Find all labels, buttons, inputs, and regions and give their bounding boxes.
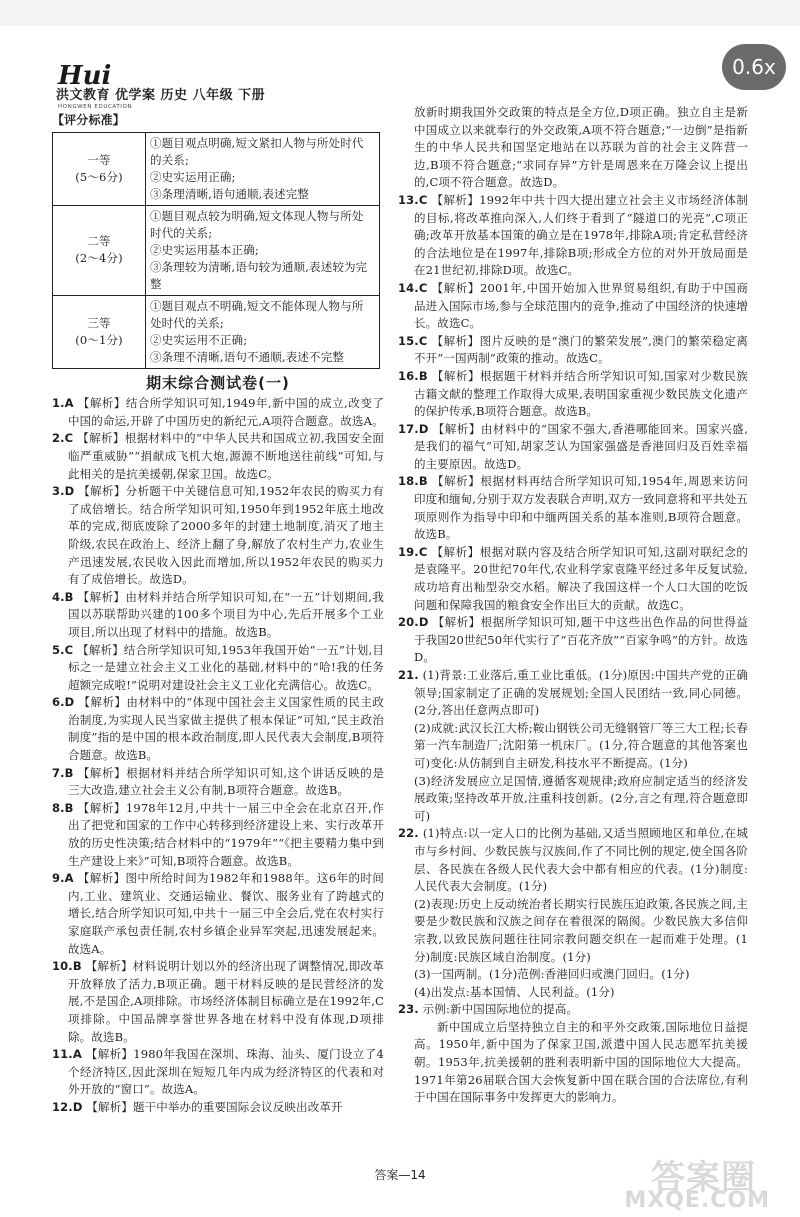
rubric-row xyxy=(53,295,380,368)
answer-text: (1)背景:工业落后,重工业比重低。(1分)原因:中国共产党的正确领导;国家制定了正确的发展规划;全国人民团结一致,同心同德。(2分,答出任意两点即可) xyxy=(414,668,748,718)
answer-explanation: 放新时期我国外交政策的特点是全方位,D项正确。独立自主是新中国成立以来就奉行的外交政策,A项不符合题意;“一边倒”是指新生的中华人民共和国坚定地站在以苏联为首的社会主义阵营一边,B项不符合题意;“求同存异”方针是周恩来在万隆会议上提出的,C项不符合题意。故选D。 xyxy=(414,105,748,190)
section-title: 期末综合测试卷(一) xyxy=(146,373,290,392)
question-number: 8. xyxy=(52,800,65,815)
answer-item xyxy=(398,192,748,280)
answer-subpart: (2)表现:历史上反动统治者长期实行民族压迫政策,各民族之间,主要是少数民族和汉族之间存在着很深的隔阂。少数民族大多信仰宗教,以致民族问题往往同宗教问题交织在一起而难于处理。(1分)制度:民族区域自治制度。(1分) xyxy=(414,896,748,964)
answer-subpart: (3)经济发展应立足国情,遵循客观规律;政府应制定适当的经济发展政策;坚持改革开放,注重科技创新。(2分,言之有理,符合题意即可) xyxy=(414,773,748,823)
rubric-table xyxy=(52,132,380,369)
answer-item xyxy=(398,614,748,667)
answer-list-right xyxy=(398,104,748,667)
answer-item xyxy=(398,280,748,333)
answer-item xyxy=(52,870,384,958)
answer-explanation: 【解析】根据题干材料并结合所学知识可知,国家对少数民族古籍文献的整理工作取得大成果,表明国家重视少数民族文化遗产的保护传承,B项符合题意。故选B。 xyxy=(414,368,748,419)
answer-explanation: 【解析】2001年,中国开始加入世界贸易组织,有助于中国商品进入国际市场,参与全球范围内的竞争,推动了中国经济的快速增长。故选C。 xyxy=(414,280,748,331)
question-number: 21. xyxy=(398,668,419,682)
answer-subpart: (4)出发点:基本国情、人民利益。(1分) xyxy=(414,984,615,999)
answer-letter: D xyxy=(64,484,75,499)
answer-letter: C xyxy=(64,642,74,657)
question-number: 15. xyxy=(398,333,419,348)
question-number: 19. xyxy=(398,544,419,559)
answer-explanation: 【解析】根据对联内容及结合所学知识可知,这副对联纪念的是袁隆平。20世纪70年代,农业科学家袁隆平经过多年反复试验,成功培育出籼型杂交水稻。解决了我国这样一个人口大国的吃饭问题和保障我国的粮食安全作出巨大的贡献。故选C。 xyxy=(414,544,749,612)
question-number: 7. xyxy=(52,765,65,780)
question-number: 17. xyxy=(398,421,419,436)
answer-item xyxy=(398,333,748,368)
question-number: 14. xyxy=(398,280,419,295)
answer-explanation: 【解析】由材料中的“体现中国社会主义国家性质的民主政治制度,为实现人民当家做主提供了根本保证”可知,“民主政治制度”指的是中国的根本政治制度,即人民代表大会制度,B项符合题意。故选B。 xyxy=(68,695,384,763)
question-number: 9. xyxy=(52,871,65,886)
answer-letter: A xyxy=(72,1047,82,1062)
answer-explanation: 【解析】分析题干中关键信息可知,1952年农民的购买力有了成倍增长。结合所学知识可知,1950年到1952年底土地改革的完成,彻底废除了2000多年的封建土地制度,消灭了地主阶级,农民在政治上、经济上翻了身,解放了农村生产力,农业生产迅速发展,农民收入因此而增加,所以1952年农民的购买力有了成倍增长。故选D。 xyxy=(68,484,384,587)
rubric-criteria xyxy=(146,295,380,368)
answer-letter: B xyxy=(418,368,428,383)
answer-letter: C xyxy=(418,544,428,559)
answer-explanation: 【解析】结合所学知识可知,1953年我国开始“一五”计划,目标之一是建立社会主义工业化的基础,材料中的“哈!我的任务超额完成啦!”说明对建设社会主义工业化充满信心。故选C。 xyxy=(68,642,384,692)
question-number: 1. xyxy=(52,396,65,411)
question-number: 3. xyxy=(52,484,65,499)
answer-letter: B xyxy=(72,959,82,974)
answer-item xyxy=(52,1046,384,1099)
answer-item xyxy=(52,430,384,483)
answer-subpart: (3)一国两制。(1分)范例:香港回归或澳门回归。(1分) xyxy=(414,967,690,982)
question-number: 11. xyxy=(52,1047,73,1062)
viewer-top-bar xyxy=(0,0,800,26)
answer-item xyxy=(52,483,384,589)
answer-letter: D xyxy=(64,695,75,710)
answer-explanation: 【解析】结合所学知识可知,1949年,新中国的成立,改变了中国的命运,开辟了中国历史的新纪元,A项符合题意。故选A。 xyxy=(68,396,384,428)
question-number: 10. xyxy=(52,959,73,974)
grade-range: (0～1分) xyxy=(75,332,123,347)
answer-letter: B xyxy=(64,765,74,780)
answer-item xyxy=(52,958,384,1046)
answer-item xyxy=(52,395,384,430)
criterion: ①题目观点不明确,短文不能体现人物与所处时代的关系; xyxy=(150,298,364,330)
grade-range: (2～4分) xyxy=(75,251,123,266)
answer-explanation: 【解析】1978年12月,中共十一届三中全会在北京召开,作出了把党和国家的工作中心转移到经济建设上来、实行改革开放的历史性决策;结合材料中的“1979年”“《把主要精力集中到生产建设上来》”可知,B项符合题意。故选B。 xyxy=(68,800,384,868)
answer-item-22 xyxy=(398,825,748,895)
answer-letter: B xyxy=(64,800,74,815)
question-number: 16. xyxy=(398,368,419,383)
answer-letter: B xyxy=(64,589,74,604)
grade-label: 三等 xyxy=(87,315,111,330)
answer-item-21 xyxy=(398,667,748,720)
left-column xyxy=(52,112,384,1117)
answer-item-23 xyxy=(398,1001,748,1019)
rubric-criteria xyxy=(146,132,380,205)
answer-item xyxy=(398,421,748,474)
answer-explanation: 【解析】1992年中共十四大提出建立社会主义市场经济体制的目标,将改革推向深入,人们终于看到了“隧道口的光亮”,C项正确;改革开放基本国策的确立是在1978年,排除A项;肯定私营经济的合法地位是在1997年,排除B项;形成全方位的对外开放局面是在21世纪初,排除D项。故选C。 xyxy=(414,192,748,278)
answer-letter: D xyxy=(72,1099,83,1114)
answer-item xyxy=(52,765,384,800)
answer-explanation: 【解析】材料说明计划以外的经济出现了调整情况,即改革开放释放了活力,B项正确。题干材料反映的是民营经济的发展,不是国企,A项排除。市场经济体制目标确立是在1992年,C项排除。中国品牌享誉世界各地在材料中没有体现,D项排除。故选B。 xyxy=(68,959,384,1044)
criterion: ②史实运用正确; xyxy=(150,169,236,184)
grade-range: (5～6分) xyxy=(75,169,123,184)
zoom-level-badge[interactable]: 0.6x xyxy=(722,44,786,90)
answer-item xyxy=(52,800,384,870)
answer-letter: D xyxy=(418,615,429,630)
watermark-brand: 答案圈 xyxy=(651,1158,756,1198)
criterion: ③条理较为清晰,语句较为通顺,表述较为完整 xyxy=(150,259,368,291)
sample-essay: 新中国成立后坚持独立自主的和平外交政策,国际地位日益提高。1950年,新中国为了保家卫国,派遣中国人民志愿军抗美援朝。1953年,抗美援朝的胜利表明新中国的国际地位大大提高。1971年第26届联合国大会恢复新中国在联合国的合法席位,有利于中国在国际事务中发挥更大的影响力。 xyxy=(414,1019,748,1105)
answer-subpart: (2)成就:武汉长江大桥;鞍山钢铁公司无缝钢管厂等三大工程;长春第一汽车制造厂;沈阳第一机床厂。(1分,符合题意的其他答案也可)变化:从仿制到自主研发,科技水平不断提高。(1分) xyxy=(414,720,748,770)
answer-explanation: 【解析】根据材料再结合所学知识可知,1954年,周恩来访问印度和缅甸,分别于双方发表联合声明,双方一致同意将和平共处五项原则作为指导中印和中缅两国关系的基本准则,B项符合题意。故选B。 xyxy=(414,474,748,542)
answer-item xyxy=(398,473,748,543)
question-number: 18. xyxy=(398,474,419,489)
rubric-grade xyxy=(53,132,146,205)
answer-item xyxy=(398,104,748,192)
criterion: ①题目观点明确,短文紧扣人物与所处时代的关系; xyxy=(150,135,364,167)
answer-item xyxy=(52,1099,384,1117)
answer-letter: D xyxy=(418,421,429,436)
criterion: ①题目观点较为明确,短文体现人物与所处时代的关系; xyxy=(150,208,364,240)
answer-letter: C xyxy=(64,431,74,446)
answer-item xyxy=(398,368,748,421)
rubric-criteria xyxy=(146,205,380,295)
question-number: 4. xyxy=(52,589,65,604)
logo-text: Hui xyxy=(58,61,112,90)
grade-label: 一等 xyxy=(87,152,111,167)
answer-letter: A xyxy=(64,871,74,886)
question-number: 5. xyxy=(52,642,65,657)
answer-item xyxy=(52,589,384,642)
question-number: 20. xyxy=(398,615,419,630)
criterion: ③条理清晰,语句通顺,表述完整 xyxy=(150,186,310,201)
question-number: 2. xyxy=(52,431,65,446)
answer-item xyxy=(52,642,384,695)
criterion: ②史实运用基本正确; xyxy=(150,242,259,257)
answer-explanation: 【解析】图中所给时间为1982年和1988年。这6年的时间内,工业、建筑业、交通运输业、餐饮、服务业有了跨越式的增长,结合所学知识可知,中共十一届三中全会后,党在农村实行家庭联产承包责任制,农村乡镇企业异军突起,迅速发展起来。故选A。 xyxy=(68,871,384,956)
rubric-grade xyxy=(53,205,146,295)
question-number: 13. xyxy=(398,192,419,207)
question-number: 23. xyxy=(398,1002,419,1017)
rubric-grade xyxy=(53,295,146,368)
answer-text: 示例:新中国国际地位的提高。 xyxy=(422,1002,579,1017)
answer-item xyxy=(52,694,384,764)
answer-explanation: 【解析】题干中举办的重要国际会议反映出改革开 xyxy=(86,1099,343,1114)
answer-explanation: 【解析】根据所学知识可知,题干中这些出色作品的问世得益于我国20世纪50年代实行了“百花齐放”“百家争鸣”的方针。故选D。 xyxy=(414,615,748,665)
criterion: ③条理不清晰,语句不通顺,表述不完整 xyxy=(150,349,345,364)
criterion: ②史实运用不正确; xyxy=(150,332,248,347)
question-number: 6. xyxy=(52,695,65,710)
answer-letter: A xyxy=(64,396,74,411)
answer-text: (1)特点:以一定人口的比例为基础,又适当照顾地区和单位,在城市与乡村间、少数民族与汉族间,作了不同比例的规定,使全国各阶层、各民族在各级人民代表大会中都有相应的代表。(1分)制度:人民代表大会制度。(1分) xyxy=(414,826,749,894)
answer-letter: C xyxy=(418,333,428,348)
question-number: 22. xyxy=(398,826,419,841)
rubric-row xyxy=(53,205,380,295)
answer-letter: C xyxy=(418,280,428,295)
answer-explanation: 【解析】由材料中的“国家不强大,香港哪能回来。国家兴盛,是我们的福气”可知,胡家芝认为国家强盛是香港回归及百姓幸福的主要原因。故选D。 xyxy=(414,421,749,471)
answer-explanation: 【解析】图片反映的是“澳门的繁荣发展”,澳门的繁荣稳定离不开“一国两制”政策的推动。故选C。 xyxy=(414,333,748,366)
rubric-row xyxy=(53,132,380,205)
answer-explanation: 【解析】1980年我国在深圳、珠海、汕头、厦门设立了4个经济特区,因此深圳在短短几年内成为经济特区的代表和对外开放的“窗口”。故选A。 xyxy=(68,1047,384,1097)
answer-letter: B xyxy=(418,474,428,489)
page-number: 答案—14 xyxy=(374,1168,426,1182)
answer-item xyxy=(398,544,748,614)
answer-explanation: 【解析】根据材料并结合所学知识可知,这个讲话反映的是三大改造,建立社会主义公有制,B项符合题意。故选B。 xyxy=(68,765,384,798)
right-column xyxy=(398,104,748,1107)
rubric-title: 【评分标准】 xyxy=(52,113,125,127)
publisher-english: HONGWEN EDUCATION xyxy=(58,104,133,110)
answer-letter: C xyxy=(418,192,428,207)
watermark-url: MXQE.COM xyxy=(624,1188,770,1213)
book-title-line: 洪文教育 优学案 历史 八年级 下册 xyxy=(56,88,266,103)
answer-explanation: 【解析】根据材料中的“中华人民共和国成立初,我国安全面临严重威胁”“捐献成飞机大炮,源源不断地送往前线”可知,与此相关的是抗美援朝,保家卫国。故选C。 xyxy=(68,431,384,481)
answer-list-left xyxy=(52,395,384,1116)
answer-explanation: 【解析】由材料并结合所学知识可知,在“一五”计划期间,我国以苏联帮助兴建的100多个项目为中心,先后开展多个工业项目,所以出现了材料中的措施。故选B。 xyxy=(68,589,384,639)
grade-label: 二等 xyxy=(87,234,111,249)
question-number: 12. xyxy=(52,1099,73,1114)
